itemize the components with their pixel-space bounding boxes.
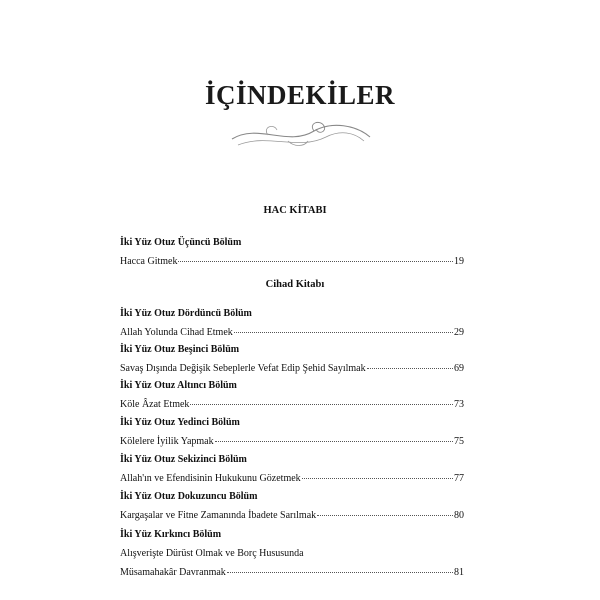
entry-text: Hacca Gitmek bbox=[120, 256, 178, 267]
dot-leader bbox=[227, 572, 453, 573]
entry-text: Köle Âzat Etmek bbox=[120, 399, 190, 410]
dot-leader bbox=[302, 478, 453, 479]
toc-entry bbox=[120, 453, 464, 485]
chapter-title: İki Yüz Otuz Dördüncü Bölüm bbox=[120, 308, 252, 319]
toc-entry bbox=[120, 236, 464, 268]
entry-text: Allah'ın ve Efendisinin Hukukunu Gözetmek bbox=[120, 473, 301, 484]
chapter-title: İki Yüz Otuz Üçüncü Bölüm bbox=[120, 237, 242, 248]
page-number: 29 bbox=[454, 327, 464, 338]
entry-text: Savaş Dışında Değişik Sebeplerle Vefat Edip Şehid Sayılmak bbox=[120, 363, 366, 374]
page-number: 69 bbox=[454, 363, 464, 374]
entry-text: Alışverişte Dürüst Olmak ve Borç Hususunda bbox=[120, 548, 304, 559]
toc-entry bbox=[120, 307, 464, 339]
dot-leader bbox=[215, 441, 453, 442]
page-number: 19 bbox=[454, 256, 464, 267]
entry-text: Allah Yolunda Cihad Etmek bbox=[120, 327, 233, 338]
page-number: 77 bbox=[454, 473, 464, 484]
chapter-title: İki Yüz Otuz Dokuzuncu Bölüm bbox=[120, 491, 258, 502]
toc-entry bbox=[120, 490, 464, 522]
dot-leader bbox=[367, 368, 453, 369]
page-title: İÇİNDEKİLER bbox=[204, 80, 396, 110]
toc-entry bbox=[120, 528, 464, 579]
chapter-title: İki Yüz Kırkıncı Bölüm bbox=[120, 529, 222, 540]
dot-leader bbox=[190, 404, 453, 405]
page-number: 75 bbox=[454, 436, 464, 447]
chapter-title: İki Yüz Otuz Altıncı Bölüm bbox=[120, 380, 237, 391]
toc-entry bbox=[120, 343, 464, 375]
page-number: 81 bbox=[454, 567, 464, 578]
dot-leader bbox=[317, 515, 453, 516]
page-number: 80 bbox=[454, 510, 464, 521]
book-heading: HAC KİTABI bbox=[263, 205, 327, 216]
page-number: 73 bbox=[454, 399, 464, 410]
book-heading: Cihad Kitabı bbox=[265, 279, 325, 290]
dot-leader bbox=[234, 332, 453, 333]
dot-leader bbox=[178, 261, 453, 262]
entry-text: Müsamahakâr Davranmak bbox=[120, 567, 226, 578]
flourish-ornament-icon bbox=[228, 117, 374, 153]
toc-entry bbox=[120, 416, 464, 448]
entry-text: Kargaşalar ve Fitne Zamanında İbadete Sarılmak bbox=[120, 510, 317, 521]
chapter-title: İki Yüz Otuz Beşinci Bölüm bbox=[120, 344, 240, 355]
chapter-title: İki Yüz Otuz Yedinci Bölüm bbox=[120, 417, 240, 428]
chapter-title: İki Yüz Otuz Sekizinci Bölüm bbox=[120, 454, 247, 465]
toc-entry bbox=[120, 379, 464, 411]
entry-text: Kölelere İyilik Yapmak bbox=[120, 436, 214, 447]
